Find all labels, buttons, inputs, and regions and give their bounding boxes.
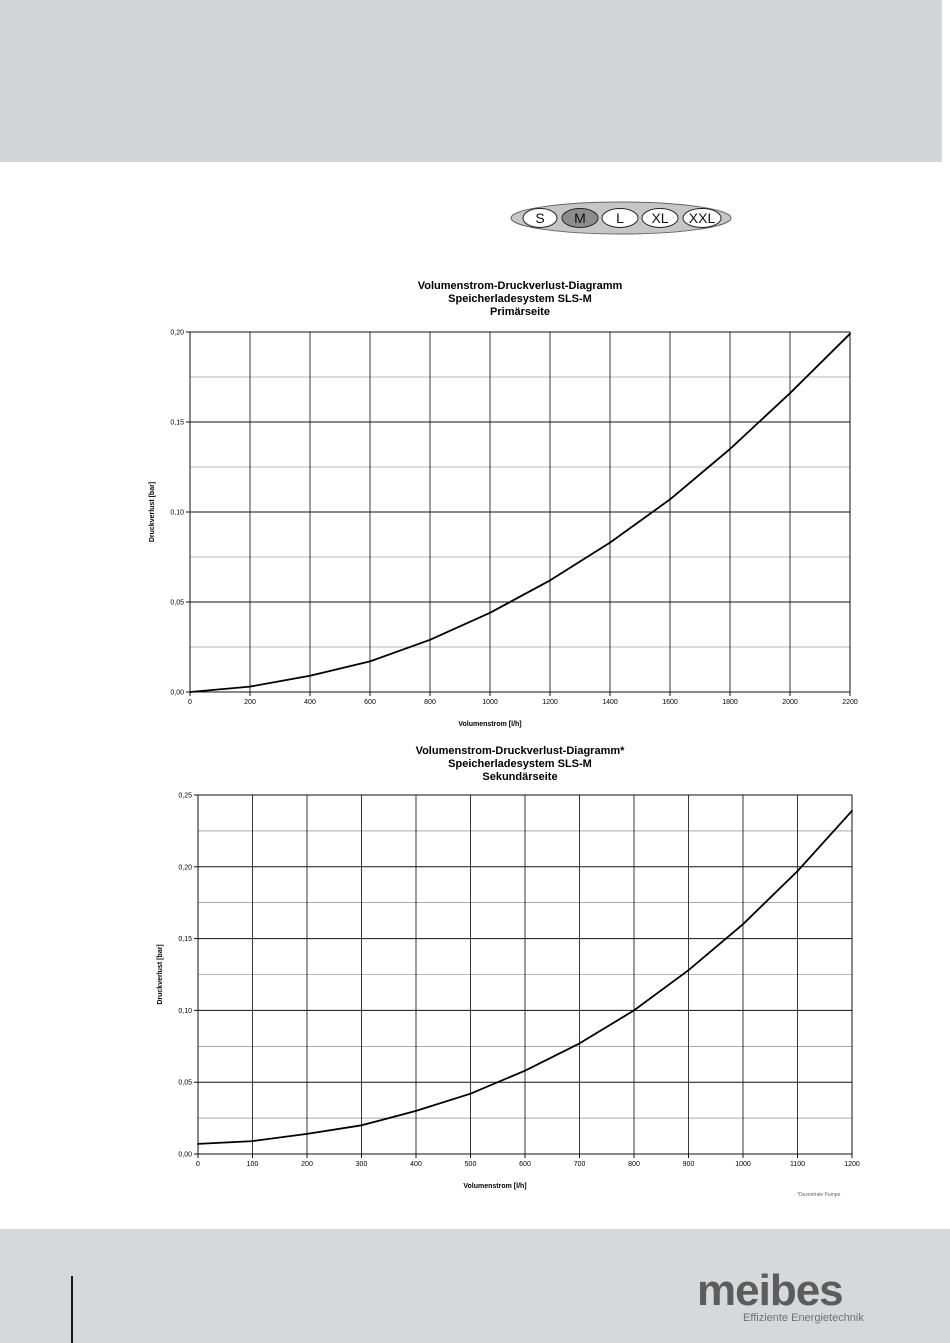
chart-2-y-tick-label: 0,00 (178, 1151, 192, 1159)
chart-2-title (370, 745, 670, 784)
chart-2-x-tick-label: 1100 (789, 1161, 806, 1168)
chart-2-data-point (851, 810, 853, 812)
chart-2-x-tick-label: 1200 (844, 1161, 860, 1168)
chart-1-data-point (489, 612, 491, 614)
chart-1-x-tick-label: 1400 (602, 699, 618, 706)
footnote: *Dezentrale Pumpe (797, 1192, 841, 1198)
chart-1-data-point (249, 686, 251, 688)
chart-2-y-tick-label: 0,10 (178, 1007, 192, 1015)
chart-2-x-tick-label: 300 (355, 1161, 368, 1168)
size-option-label-l: L (616, 210, 624, 226)
chart-2-x-axis-label: Volumenstrom [l/h] (463, 1183, 527, 1190)
chart-2-y-tick-label: 0,05 (178, 1079, 192, 1087)
chart-2-x-tick-label: 0 (196, 1161, 200, 1168)
chart-1-title-line-1: Volumenstrom-Druckverlust-Diagramm (417, 280, 623, 292)
chart-1-primaerseite (140, 325, 880, 735)
chart-1-data-point (669, 499, 671, 501)
chart-2-x-tick-label: 100 (246, 1161, 259, 1168)
chart-2-title-line-3: Sekundärseite (482, 771, 558, 783)
chart-1-data-point (849, 333, 851, 335)
size-option-label-s: S (535, 210, 545, 226)
chart-1-data-point (309, 675, 311, 677)
size-selector-graphic (510, 201, 732, 235)
chart-2-data-point (797, 870, 799, 872)
chart-2-y-tick-label: 0,25 (178, 792, 192, 800)
chart-2-data-point (579, 1043, 581, 1045)
chart-1-y-tick-label: 0,05 (170, 599, 184, 607)
chart-2-x-tick-label: 600 (519, 1161, 531, 1168)
footer-divider (71, 1276, 73, 1343)
header-band (0, 0, 942, 162)
chart-2-x-tick-label: 200 (301, 1161, 313, 1168)
chart-1-title-line-3: Primärseite (490, 306, 550, 318)
chart-2-data-point (306, 1133, 308, 1135)
chart-2-data-point (633, 1010, 635, 1012)
chart-1-x-tick-label: 1800 (722, 699, 738, 706)
size-selector (510, 201, 732, 235)
chart-1-y-tick-label: 0,15 (170, 419, 184, 427)
chart-1-data-point (729, 448, 731, 450)
brand-logo (697, 1268, 877, 1330)
chart-1-y-tick-label: 0,00 (170, 689, 184, 697)
chart-1-x-axis-label: Volumenstrom [l/h] (458, 721, 522, 728)
chart-2-title-line-1: Volumenstrom-Druckverlust-Diagramm* (415, 745, 625, 757)
chart-2-data-point (361, 1124, 363, 1126)
chart-2-data-point (524, 1070, 526, 1072)
chart-2-x-tick-label: 800 (628, 1161, 640, 1168)
brand-wordmark: meibes (697, 1266, 843, 1315)
chart-1-data-point (549, 580, 551, 582)
size-option-label-m: M (574, 210, 586, 226)
size-option-label-xxl: XXL (688, 210, 716, 226)
chart-2-data-point (415, 1110, 417, 1112)
chart-1-x-tick-label: 0 (188, 699, 192, 706)
chart-1-x-tick-label: 1000 (482, 699, 498, 706)
chart-1-title (370, 280, 670, 319)
chart-1-x-tick-label: 1600 (662, 699, 678, 706)
chart-1-title-line-2: Speicherladesystem SLS-M (448, 293, 592, 305)
chart-1-y-tick-label: 0,10 (170, 509, 184, 517)
chart-2-x-tick-label: 400 (410, 1161, 422, 1168)
chart-1-data-point (189, 691, 191, 693)
chart-2-x-tick-label: 500 (464, 1161, 477, 1168)
chart-2-data-point (742, 923, 744, 925)
chart-2-x-tick-label: 1000 (735, 1161, 751, 1168)
chart-2-data-point (470, 1093, 472, 1095)
chart-2-x-tick-label: 900 (682, 1161, 695, 1168)
brand-tagline: Effiziente Energietechnik (743, 1312, 864, 1324)
chart-2-y-tick-label: 0,15 (178, 936, 192, 944)
chart-1-x-tick-label: 1200 (542, 699, 558, 706)
chart-2-y-tick-label: 0,20 (178, 864, 192, 872)
chart-1-x-tick-label: 200 (244, 699, 256, 706)
chart-1-data-point (609, 542, 611, 544)
chart-1-x-tick-label: 600 (364, 699, 376, 706)
chart-2-sekundaerseite (140, 788, 880, 1198)
chart-2-data-point (197, 1143, 199, 1145)
chart-2-x-tick-label: 700 (573, 1161, 586, 1168)
chart-1-x-tick-label: 800 (424, 699, 436, 706)
chart-1-data-point (429, 639, 431, 641)
chart-1-y-axis-label: Druckverlust [bar] (149, 481, 156, 543)
chart-2-data-point (688, 969, 690, 971)
size-option-label-xl: XL (651, 210, 669, 226)
chart-1-y-tick-label: 0,20 (170, 329, 184, 337)
chart-1-data-point (789, 392, 791, 394)
chart-1-x-tick-label: 2200 (842, 699, 858, 706)
chart-1-x-tick-label: 400 (304, 699, 316, 706)
chart-2-data-point (252, 1140, 254, 1142)
chart-1-x-tick-label: 2000 (782, 699, 798, 706)
chart-2-y-axis-label: Druckverlust [bar] (157, 944, 164, 1005)
chart-1-data-point (369, 661, 371, 663)
chart-2-title-line-2: Speicherladesystem SLS-M (448, 758, 592, 770)
